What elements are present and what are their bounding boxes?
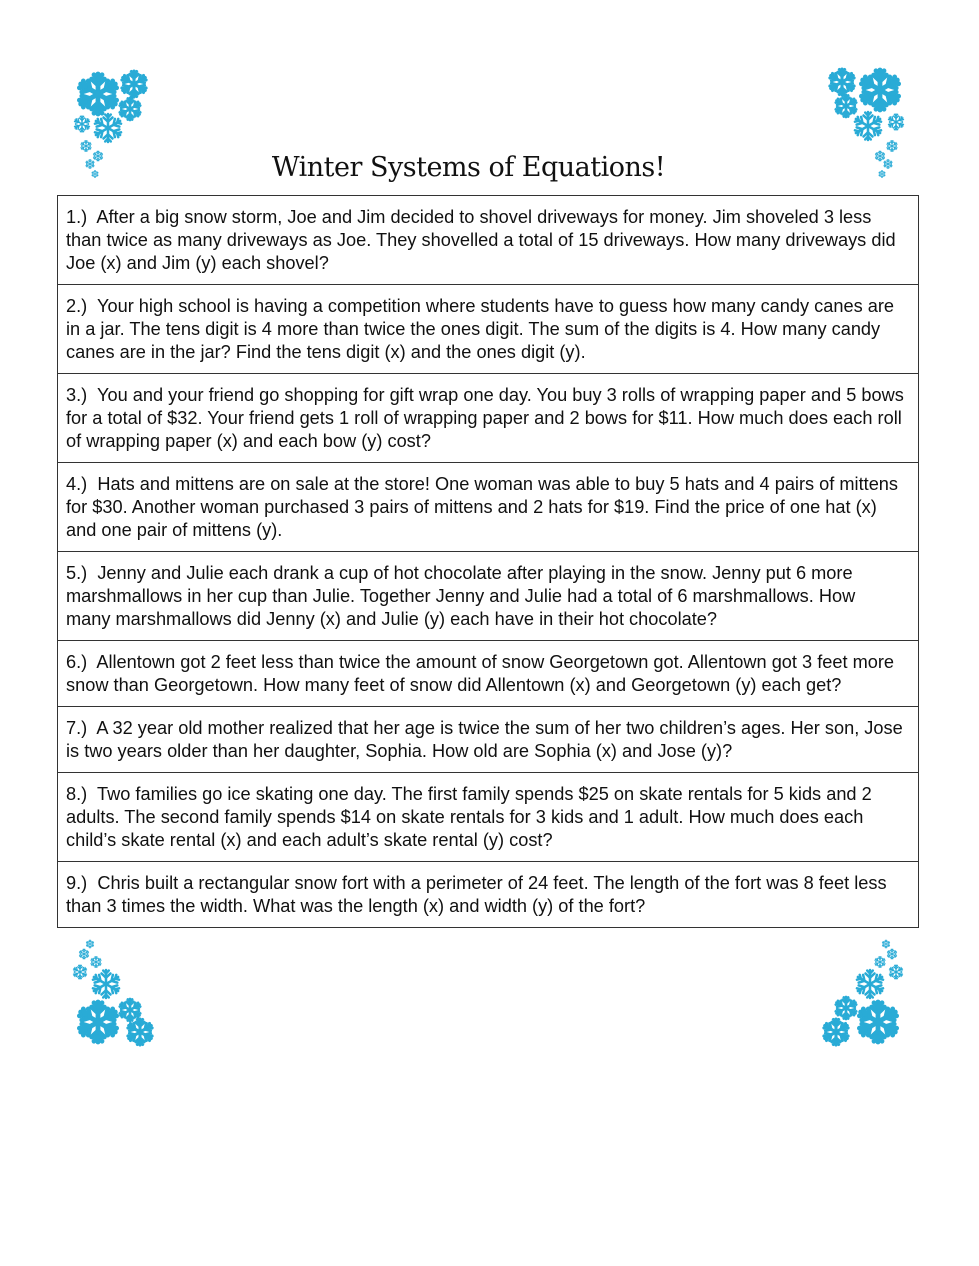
problem-item-5	[58, 552, 918, 641]
problem-text: 1.) After a big snow storm, Joe and Jim decided to shovel driveways for money. Jim shoveled 3 less than twice as many driveways as Joe. They shovelled a total of 15 driveways. How many driveways did Joe (x) and Jim (y) each shovel?	[66, 207, 901, 273]
snowflake-icon	[816, 936, 911, 1051]
problem-item-2	[58, 285, 918, 374]
problem-text: 4.) Hats and mittens are on sale at the store! One woman was able to buy 5 hats and 4 pairs of mittens for $30. Another woman purchased 3 pairs of mittens and 2 hats for $19. Find the price of one hat (x) and one pair of mittens (y).	[66, 474, 904, 540]
problem-text: 8.) Two families go ice skating one day. The first family spends $25 on skate rentals for 5 kids and 2 adults. The second family spends $14 on skate rentals for 3 kids and 1 adult. How much does each child’s skate rental (x) and each adult’s skate rental (y) cost?	[66, 784, 877, 850]
problem-text: 5.) Jenny and Julie each drank a cup of hot chocolate after playing in the snow. Jenny put 6 more marshmallows in her cup than Julie. Together Jenny and Julie had a total of 6 marshmallows. How many marshmallows did Jenny (x) and Julie (y) each have in their hot chocolate?	[66, 563, 861, 629]
problem-list	[57, 195, 919, 928]
problem-text: 7.) A 32 year old mother realized that her age is twice the sum of her two children’s ages. Her son, Jose is two years older than her daughter, Sophia. How old are Sophia (x) and Jose (y)?	[66, 718, 908, 761]
problem-item-7	[58, 707, 918, 773]
problem-item-1	[58, 196, 918, 285]
problem-text: 2.) Your high school is having a competition where students have to guess how many candy canes are in a jar. The tens digit is 4 more than twice the ones digit. The sum of the digits is 4. How many candy canes are in the jar? Find the tens digit (x) and the ones digit (y).	[66, 296, 900, 362]
problem-text: 6.) Allentown got 2 feet less than twice the amount of snow Georgetown got. Allentown got 3 feet more snow than Georgetown. How many feet of snow did Allentown (x) and Georgetown (y) each get?	[66, 652, 900, 695]
problem-item-9	[58, 862, 918, 927]
snowflake-cluster-bottom-right	[816, 936, 911, 1056]
problem-text: 3.) You and your friend go shopping for gift wrap one day. You buy 3 rolls of wrapping paper and 5 bows for a total of $32. Your friend gets 1 roll of wrapping paper and 2 bows for $11. How much does each roll of wrapping paper (x) and each bow (y) cost?	[66, 385, 909, 451]
snowflake-cluster-bottom-left	[68, 936, 163, 1056]
snowflake-icon	[68, 936, 163, 1051]
page-title: Winter Systems of Equations!	[271, 152, 666, 183]
problem-item-6	[58, 641, 918, 707]
problem-item-4	[58, 463, 918, 552]
problem-item-8	[58, 773, 918, 862]
problem-item-3	[58, 374, 918, 463]
problem-text: 9.) Chris built a rectangular snow fort with a perimeter of 24 feet. The length of the fort was 8 feet less than 3 times the width. What was the length (x) and width (y) of the fort?	[66, 873, 892, 916]
